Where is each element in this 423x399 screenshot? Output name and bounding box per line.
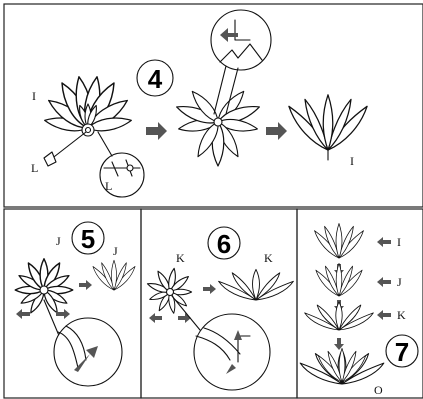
- arrow-left-icon: [16, 309, 30, 319]
- arrow-right-icon: [178, 313, 191, 323]
- part-label-L: L: [31, 161, 39, 175]
- arrow-left-icon: [377, 277, 391, 287]
- arrow-right-icon: [79, 280, 92, 290]
- part-label-K-step7: K: [397, 308, 406, 322]
- step-number-4: 4: [147, 64, 163, 94]
- step-4-stem-L: [44, 132, 86, 166]
- step-5-zoom-circle: [44, 300, 122, 386]
- step-7-assembled-lotus: [300, 348, 384, 384]
- step-5-result-cup: [93, 260, 135, 290]
- part-label-I: I: [32, 89, 36, 103]
- step-number-6: 6: [216, 229, 232, 259]
- part-label-J: J: [56, 234, 61, 248]
- arrow-right-icon: [146, 122, 167, 140]
- part-label-L-detail: L: [105, 179, 113, 193]
- arrow-left-icon: [149, 313, 162, 323]
- step-7-layer-K: [305, 302, 374, 330]
- part-label-K-result: K: [264, 251, 273, 265]
- step-7-layer-J: [316, 263, 362, 296]
- part-label-O: O: [374, 383, 383, 397]
- step-6-flat-flower: [146, 268, 191, 314]
- part-label-J-step7: J: [397, 275, 402, 289]
- arrow-right-icon: [56, 309, 70, 319]
- step-6-result-flower: [219, 269, 294, 300]
- step-number-5: 5: [80, 224, 96, 254]
- arrow-right-icon: [266, 122, 287, 140]
- part-label-K: K: [176, 251, 185, 265]
- step-4-result-cup: [289, 95, 367, 160]
- part-label-I-step7: I: [397, 235, 401, 249]
- step-5-flat-flower: [15, 259, 73, 315]
- step-number-7: 7: [394, 337, 410, 367]
- arrow-down-icon: [334, 338, 344, 350]
- arrow-right-icon: [203, 284, 216, 294]
- part-label-J-result: J: [113, 244, 118, 258]
- arrow-left-icon: [377, 310, 391, 320]
- step-4-flat-flower: [44, 76, 133, 136]
- step-6-zoom-circle: [172, 296, 270, 390]
- step-7-layer-I: [315, 223, 364, 258]
- arrow-left-icon: [377, 237, 391, 247]
- part-label-I-result: I: [350, 154, 354, 168]
